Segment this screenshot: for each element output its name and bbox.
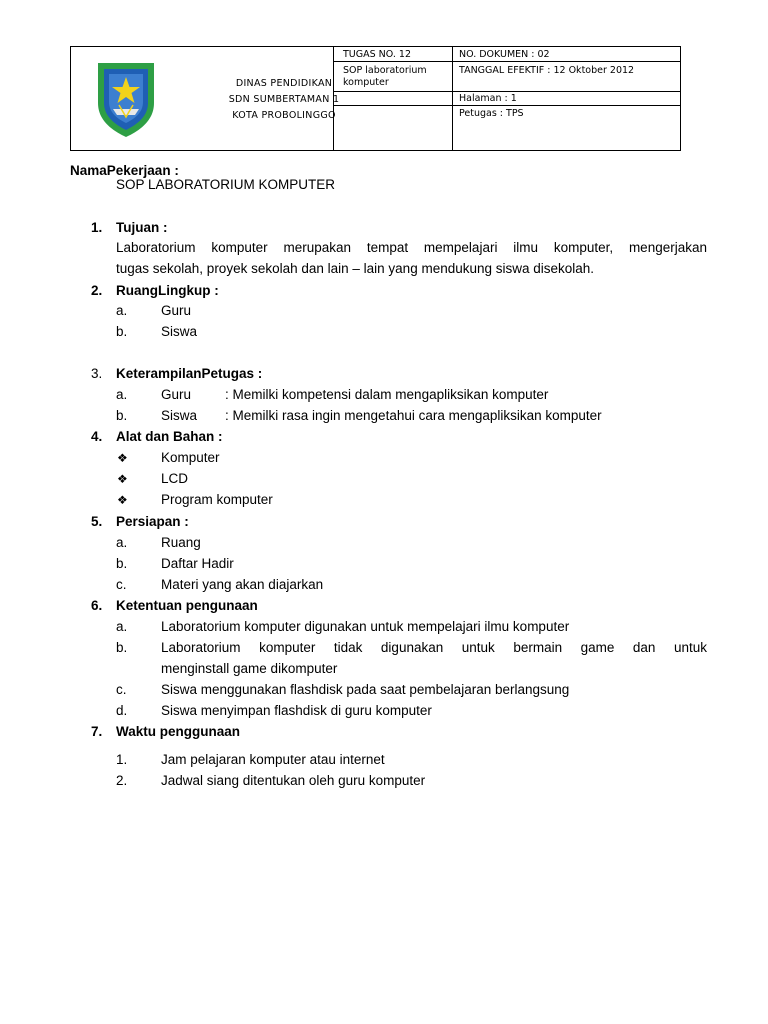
petugas: Petugas : TPS xyxy=(459,108,524,119)
list-item: Laboratorium komputer tidak digunakan untuk bermain game dan untuk xyxy=(161,640,707,655)
section-number: 6. xyxy=(91,598,103,613)
institution-line-1: DINAS PENDIDIKAN xyxy=(235,78,333,89)
list-item: Jam pelajaran komputer atau internet xyxy=(161,752,385,767)
tugas-no: TUGAS NO. 12 xyxy=(343,49,411,60)
section-number: 3. xyxy=(91,366,103,381)
halaman: Halaman : 1 xyxy=(459,93,517,104)
section-number: 5. xyxy=(91,514,103,529)
section-title-ruang-lingkup: RuangLingkup : xyxy=(116,283,219,298)
list-item: : Memilki rasa ingin mengetahui cara mengapliksikan komputer xyxy=(225,408,602,423)
list-item: Jadwal siang ditentukan oleh guru komputer xyxy=(161,773,426,788)
section-number: 4. xyxy=(91,429,103,444)
table-divider xyxy=(333,61,680,62)
list-marker: c. xyxy=(116,577,127,592)
nama-pekerjaan-label: NamaPekerjaan : xyxy=(70,163,179,178)
section-title-waktu: Waktu penggunaan xyxy=(116,724,240,739)
list-item-continuation: menginstall game dikomputer xyxy=(161,661,338,676)
institution-line-3: KOTA PROBOLINGGO xyxy=(232,110,336,121)
list-marker: b. xyxy=(116,324,128,339)
section-title-ketentuan: Ketentuan pengunaan xyxy=(116,598,258,613)
institution-line-2: SDN SUMBERTAMAN 1 xyxy=(228,94,340,105)
sop-title-line-1: SOP laboratorium xyxy=(343,65,427,76)
list-marker: a. xyxy=(116,303,128,318)
section-number: 7. xyxy=(91,724,103,739)
tujuan-line-1: Laboratorium komputer merupakan tempat mempelajari ilmu komputer, mengerjakan xyxy=(116,240,707,255)
nama-pekerjaan-value: SOP LABORATORIUM KOMPUTER xyxy=(116,177,336,192)
list-marker: c. xyxy=(116,682,127,697)
section-number: 1. xyxy=(91,220,103,235)
table-divider xyxy=(333,105,680,106)
list-item: Laboratorium komputer digunakan untuk mempelajari ilmu komputer xyxy=(161,619,570,634)
table-divider xyxy=(333,91,680,92)
list-item: Ruang xyxy=(161,535,201,550)
list-marker: a. xyxy=(116,387,128,402)
list-marker: 2. xyxy=(116,773,128,788)
list-item: Siswa menggunakan flashdisk pada saat pembelajaran berlangsung xyxy=(161,682,570,697)
list-item: Program komputer xyxy=(161,492,273,507)
list-item: LCD xyxy=(161,471,189,486)
role-label: Guru xyxy=(161,387,192,402)
tanggal-efektif: TANGGAL EFEKTIF : 12 Oktober 2012 xyxy=(459,65,635,76)
list-marker: 1. xyxy=(116,752,128,767)
list-item: Daftar Hadir xyxy=(161,556,234,571)
table-divider xyxy=(452,47,453,150)
list-item: : Memilki kompetensi dalam mengapliksikan komputer xyxy=(225,387,549,402)
section-title-persiapan: Persiapan : xyxy=(116,514,189,529)
no-dokumen: NO. DOKUMEN : 02 xyxy=(459,49,550,60)
section-title-tujuan: Tujuan : xyxy=(116,220,168,235)
diamond-bullet-icon: ❖ xyxy=(117,451,128,465)
list-item: Siswa menyimpan flashdisk di guru komputer xyxy=(161,703,432,718)
section-title-alat-bahan: Alat dan Bahan : xyxy=(116,429,223,444)
sop-title-line-2: komputer xyxy=(343,77,389,88)
tujuan-line-2: tugas sekolah, proyek sekolah dan lain – lain yang mendukung siswa disekolah. xyxy=(116,261,595,276)
list-item: Siswa xyxy=(161,324,198,339)
list-marker: b. xyxy=(116,556,128,571)
list-marker: a. xyxy=(116,535,128,550)
diamond-bullet-icon: ❖ xyxy=(117,472,128,486)
list-marker: a. xyxy=(116,619,128,634)
list-item: Komputer xyxy=(161,450,220,465)
section-number: 2. xyxy=(91,283,103,298)
header-table xyxy=(70,46,681,151)
section-title-keterampilan: KeterampilanPetugas : xyxy=(116,366,263,381)
diamond-bullet-icon: ❖ xyxy=(117,493,128,507)
school-emblem-icon xyxy=(95,59,157,139)
list-item: Materi yang akan diajarkan xyxy=(161,577,324,592)
list-item: Guru xyxy=(161,303,192,318)
list-marker: b. xyxy=(116,640,128,655)
list-marker: d. xyxy=(116,703,128,718)
role-label: Siswa xyxy=(161,408,198,423)
list-marker: b. xyxy=(116,408,128,423)
